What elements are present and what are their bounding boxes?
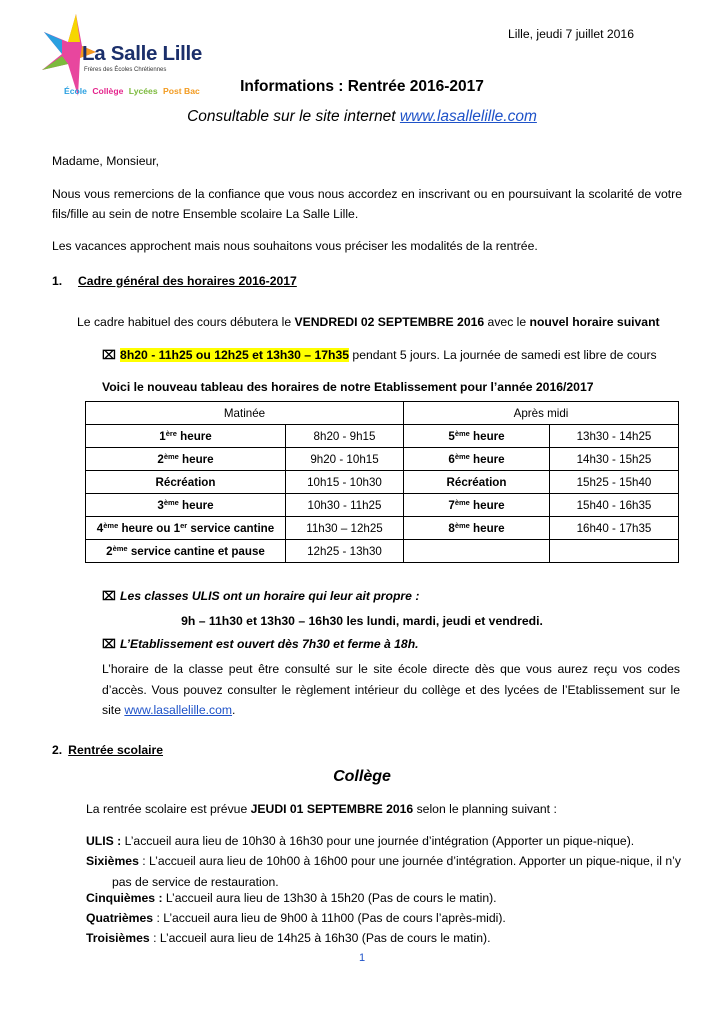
level-quatriemes: Quatrièmes : L’accueil aura lieu de 9h00 à 11h00 (Pas de cours l’après-midi).: [86, 911, 506, 925]
document-subtitle: [0, 108, 724, 126]
table-cell-label: 6ème heure: [404, 448, 550, 471]
vacation-paragraph: Les vacances approchent mais nous souhaitons vous préciser les modalités de la rentrée.: [52, 239, 538, 253]
table-row: [86, 425, 679, 448]
table-row: [86, 540, 679, 563]
table-row: [86, 471, 679, 494]
consult-text: L’horaire de la classe peut être consulté sur le site école directe dès que vous aurez reçu vos codes d’accès. Vous pouvez consulter le règlement intérieur du collège et des lycées de l’Etablissement sur le site: [102, 662, 680, 717]
table-intro: Voici le nouveau tableau des horaires de notre Etablissement pour l’année 2016/2017: [102, 380, 594, 394]
subtitle-text: Consultable sur le site internet: [187, 108, 400, 125]
consult-website-link[interactable]: www.lasallelille.com: [124, 703, 233, 717]
document-title: Informations : Rentrée 2016-2017: [240, 78, 484, 95]
level-ulis: ULIS : L’accueil aura lieu de 10h30 à 16h30 pour une journée d’intégration (Apporter un pique-nique).: [86, 834, 635, 848]
ulis-note-text: Les classes ULIS ont un horaire qui leur ait propre :: [120, 589, 420, 603]
table-header-morning: Matinée: [86, 402, 404, 425]
table-cell-label: Récréation: [86, 471, 286, 494]
logo-tag-college: Collège: [92, 86, 124, 96]
college-heading: Collège: [333, 768, 391, 785]
level-troisiemes: Troisièmes : L’accueil aura lieu de 14h25 à 16h30 (Pas de cours le matin).: [86, 931, 491, 945]
table-header-row: [86, 402, 679, 425]
ballot-box-x-icon: ⌧: [102, 348, 117, 362]
table-cell-label: 2ème service cantine et pause: [86, 540, 286, 563]
ulis-hours: 9h – 11h30 et 13h30 – 16h30 les lundi, mardi, jeudi et vendredi.: [181, 614, 543, 628]
level-cinquiemes: Cinquièmes : L’accueil aura lieu de 13h30 à 15h20 (Pas de cours le matin).: [86, 891, 497, 905]
section-1-number: 1.: [52, 274, 63, 288]
schedule-hours-line: [102, 345, 724, 365]
schedule-hours-rest: pendant 5 jours. La journée de samedi est libre de cours: [349, 348, 657, 362]
table-row: [86, 448, 679, 471]
table-header-afternoon: Après midi: [404, 402, 679, 425]
table-cell-time: 10h15 - 10h30: [286, 471, 404, 494]
table-cell-time: 13h30 - 14h25: [550, 425, 679, 448]
level-sixiemes: Sixièmes : L’accueil aura lieu de 10h00 à 16h00 pour une journée d’intégration. Apporter un pique-nique, il n’y pas de service de restauration.: [86, 854, 681, 889]
logo-tag-lycees: Lycées: [128, 86, 158, 96]
table-cell-empty: [550, 540, 679, 563]
letter-date: Lille, jeudi 7 juillet 2016: [507, 27, 634, 41]
section-2-heading: [52, 740, 682, 760]
table-cell-label: 3ème heure: [86, 494, 286, 517]
section-1-title: Cadre général des horaires 2016-2017: [78, 274, 297, 288]
table-cell-empty: [404, 540, 550, 563]
table-cell-label: 1ère heure: [86, 425, 286, 448]
table-cell-time: 15h25 - 15h40: [550, 471, 679, 494]
table-cell-time: 16h40 - 17h35: [550, 517, 679, 540]
logo-tag-ecole: École: [64, 86, 87, 96]
ballot-box-x-icon: ⌧: [102, 589, 117, 603]
section-1-heading: [52, 271, 682, 291]
table-cell-time: 11h30 – 12h25: [286, 517, 404, 540]
table-cell-label: 5ème heure: [404, 425, 550, 448]
course-start-pre: Le cadre habituel des cours débutera le: [77, 315, 295, 329]
table-cell-time: 10h30 - 11h25: [286, 494, 404, 517]
section-2-number: 2.: [52, 743, 63, 757]
table-cell-label: 8ème heure: [404, 517, 550, 540]
intro-paragraph: Nous vous remercions de la confiance que vous nous accordez en inscrivant ou en poursuivant la scolarité de votre fils/fille au sein de notre Ensemble scolaire La Salle Lille.: [52, 187, 682, 221]
table-cell-time: 15h40 - 16h35: [550, 494, 679, 517]
table-row: [86, 517, 679, 540]
consult-paragraph: L’horaire de la classe peut être consulté sur le site école directe dès que vous aurez reçu vos codes d’accès. Vous pouvez consulter le règlement intérieur du collège et des lycées de l’Etablissement sur le site www.lasallelille.com.: [102, 662, 680, 717]
table-cell-time: 8h20 - 9h15: [286, 425, 404, 448]
open-hours-note: [102, 634, 724, 654]
table-cell-label: 4ème heure ou 1er service cantine: [86, 517, 286, 540]
page-number: 1: [358, 952, 366, 964]
table-cell-time: 9h20 - 10h15: [286, 448, 404, 471]
rentree-line: La rentrée scolaire est prévue JEUDI 01 SEPTEMBRE 2016 selon le planning suivant :: [86, 802, 557, 816]
table-cell-label: 7ème heure: [404, 494, 550, 517]
course-start-date: VENDREDI 02 SEPTEMBRE 2016: [294, 315, 485, 329]
schedule-hours-highlight: 8h20 - 11h25 ou 12h25 et 13h30 – 17h35: [120, 348, 350, 362]
subtitle-website-link[interactable]: www.lasallelille.com: [399, 108, 537, 125]
logo-title: La Salle Lille: [82, 42, 202, 65]
section-2-title: Rentrée scolaire: [68, 743, 164, 757]
table-cell-time: 14h30 - 15h25: [550, 448, 679, 471]
course-start-line: [77, 312, 707, 332]
rentree-date: JEUDI 01 SEPTEMBRE 2016: [250, 802, 414, 816]
schedule-table: [85, 401, 679, 563]
course-start-bold: nouvel horaire suivant: [529, 315, 660, 329]
logo-subtitle: Frères des Écoles Chrétiennes: [84, 67, 167, 73]
greeting: Madame, Monsieur,: [52, 154, 160, 168]
ulis-note: [102, 586, 724, 606]
table-row: [86, 494, 679, 517]
ballot-box-x-icon: ⌧: [102, 637, 117, 651]
table-cell-label: Récréation: [404, 471, 550, 494]
course-start-mid: avec le: [484, 315, 530, 329]
table-cell-label: 2ème heure: [86, 448, 286, 471]
open-hours-text: L’Etablissement est ouvert dès 7h30 et ferme à 18h.: [120, 637, 419, 651]
table-cell-time: 12h25 - 13h30: [286, 540, 404, 563]
logo-tag-postbac: Post Bac: [162, 86, 200, 96]
